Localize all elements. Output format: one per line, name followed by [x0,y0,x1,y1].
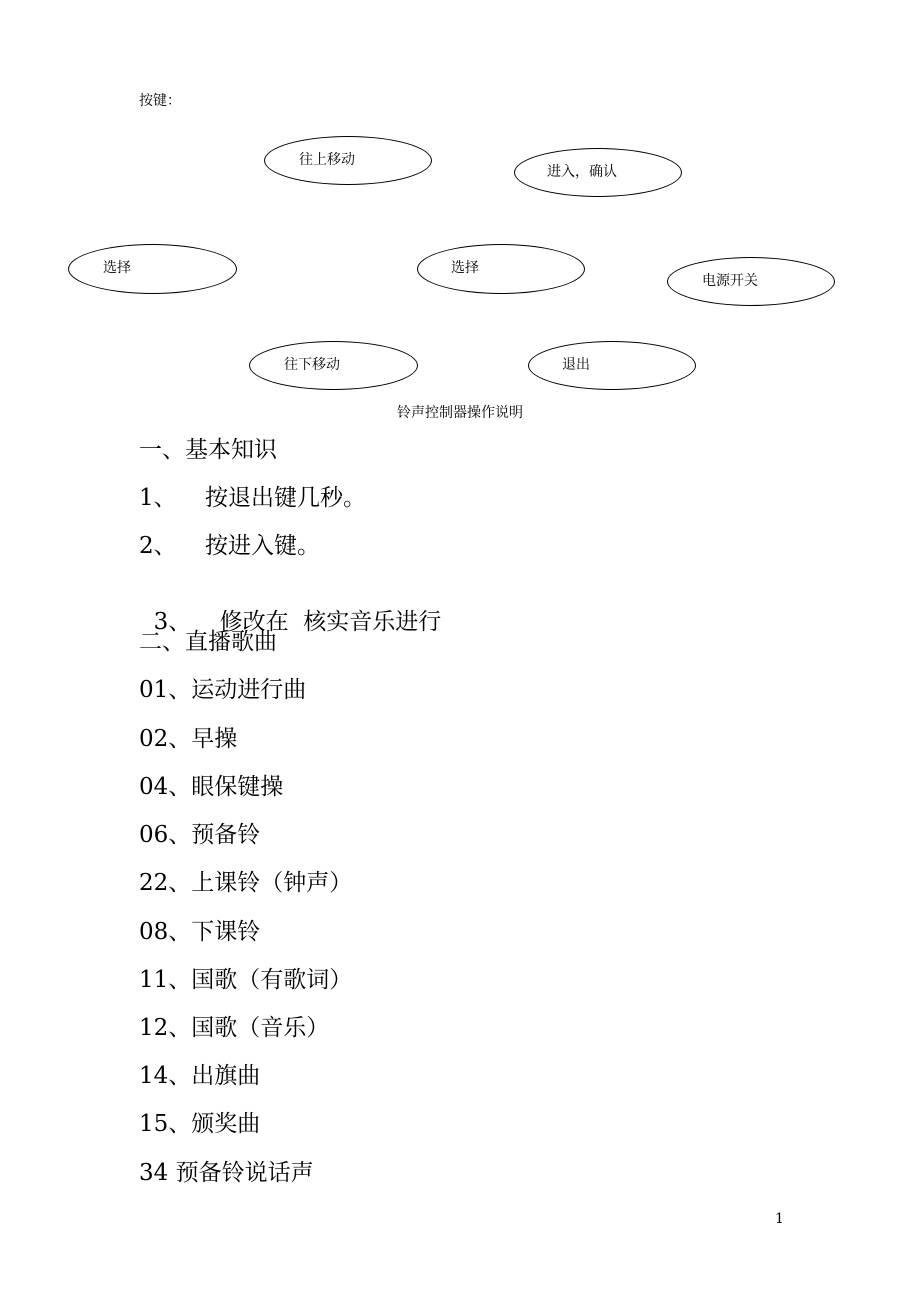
keys-label: 按键： [139,93,181,109]
songs-heading: 二、直播歌曲 [139,629,277,655]
step-text: 按进入键。 [205,533,320,559]
step-number: 2、 [139,533,177,559]
move-up-label: 往上移动 [299,152,355,168]
select-left-button[interactable] [68,244,237,294]
move-down-button[interactable] [249,341,418,390]
page-number: 1 [775,1211,784,1227]
step-item [139,484,366,512]
song-list-item: 22、上课铃（钟声） [139,870,353,896]
select-right-button[interactable] [417,244,585,294]
power-switch-button[interactable] [667,257,835,306]
song-list-item: 12、国歌（音乐） [139,1015,330,1041]
document-caption: 铃声控制器操作说明 [397,405,523,421]
enter-confirm-button[interactable] [514,148,682,197]
move-down-label: 往下移动 [284,357,340,373]
exit-button[interactable] [528,341,696,390]
song-list-item: 14、出旗曲 [139,1063,261,1089]
exit-label: 退出 [562,357,590,373]
song-list-item: 11、国歌（有歌词） [139,967,353,993]
song-list-item: 15、颁奖曲 [139,1111,261,1137]
step-item [139,532,320,560]
enter-confirm-label: 进入，确认 [547,164,617,180]
select-left-label: 选择 [103,260,131,276]
song-list-item: 06、预备铃 [139,822,261,848]
song-list-item: 04、眼保键操 [139,774,284,800]
song-list-item: 02、早操 [139,726,238,752]
song-list-item: 34 预备铃说话声 [139,1160,314,1186]
song-list-item: 08、下课铃 [139,919,261,945]
step-text: 按退出键几秒。 [205,485,366,511]
song-list-item: 01、运动进行曲 [139,677,307,703]
step-text: 修改在 核实音乐进行 [219,609,442,635]
move-up-button[interactable] [264,136,432,185]
basics-heading: 一、基本知识 [139,437,277,463]
step-number: 3、 [153,609,192,635]
step-number: 1、 [139,485,177,511]
power-switch-label: 电源开关 [702,273,758,289]
select-right-label: 选择 [451,260,479,276]
